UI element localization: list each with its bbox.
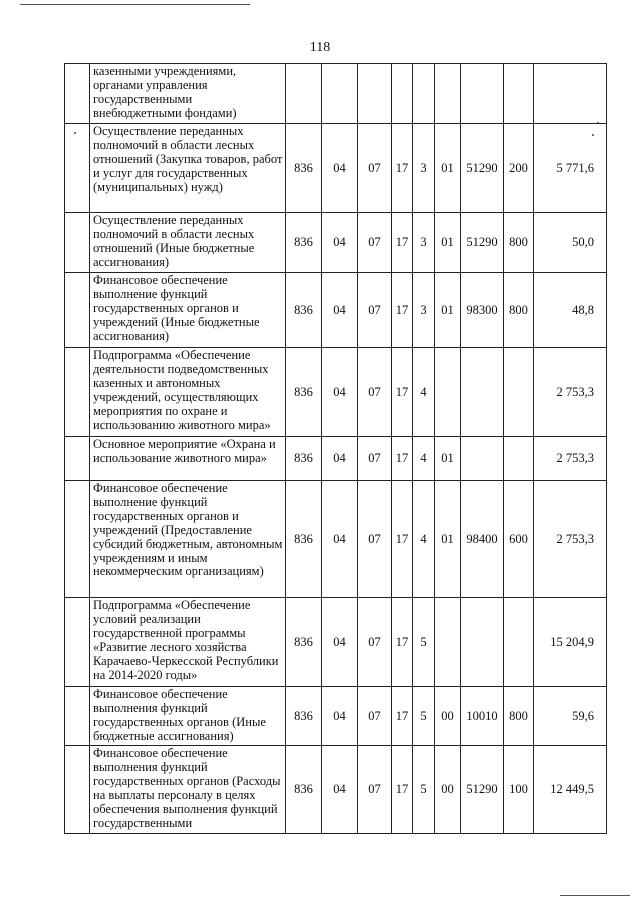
cell-pr: 07: [358, 124, 392, 213]
cell-pr: 07: [358, 687, 392, 746]
table-row: [65, 598, 607, 687]
cell-p4: 98300: [461, 273, 504, 348]
cell-rz: 04: [322, 746, 358, 834]
cell-vr: 600: [504, 481, 534, 598]
cell-vr: [504, 598, 534, 687]
cell-gr: 836: [286, 481, 322, 598]
scan-artifact-line: [560, 895, 630, 896]
cell-rz: 04: [322, 273, 358, 348]
blank-cell: [65, 687, 90, 746]
blank-cell: [65, 273, 90, 348]
cell-sum: 5 771,6: [534, 124, 607, 213]
cell-p1: 17: [392, 124, 413, 213]
cell-p2: 5: [413, 687, 435, 746]
cell-gr: 836: [286, 437, 322, 481]
cell-sum: 59,6: [534, 687, 607, 746]
cell-gr: [286, 64, 322, 124]
blank-cell: [65, 598, 90, 687]
cell-vr: [504, 64, 534, 124]
cell-p1: 17: [392, 437, 413, 481]
cell-p3: 01: [435, 437, 461, 481]
cell-rz: 04: [322, 124, 358, 213]
cell-p1: 17: [392, 598, 413, 687]
cell-p3: [435, 598, 461, 687]
cell-vr: 200: [504, 124, 534, 213]
cell-p4: [461, 64, 504, 124]
cell-rz: 04: [322, 481, 358, 598]
cell-pr: 07: [358, 746, 392, 834]
cell-p4: [461, 348, 504, 437]
row-name: Подпрограмма «Обеспечение условий реализации государственной программы «Развитие лесного хозяйства Карачаево-Черкесской Республики на 2014-2020 годы»: [90, 598, 286, 687]
cell-sum: 50,0: [534, 213, 607, 273]
cell-p3: 01: [435, 481, 461, 598]
row-name: казенными учреждениями, органами управления государственными внебюджетными фондами): [90, 64, 286, 124]
cell-p3: [435, 64, 461, 124]
row-name: Финансовое обеспечение выполнения функций государственных органов (Расходы на выплаты персоналу в целях обеспечения выполнения функций государственными: [90, 746, 286, 834]
blank-cell: [65, 348, 90, 437]
blank-cell: [65, 746, 90, 834]
cell-rz: 04: [322, 598, 358, 687]
cell-p4: 51290: [461, 746, 504, 834]
cell-vr: 800: [504, 213, 534, 273]
cell-gr: 836: [286, 124, 322, 213]
cell-rz: 04: [322, 437, 358, 481]
cell-pr: 07: [358, 213, 392, 273]
cell-vr: [504, 437, 534, 481]
cell-pr: 07: [358, 481, 392, 598]
cell-pr: 07: [358, 348, 392, 437]
cell-rz: 04: [322, 687, 358, 746]
cell-rz: 04: [322, 348, 358, 437]
cell-p2: 3: [413, 213, 435, 273]
row-name: Финансовое обеспечение выполнение функций государственных органов и учреждений (Иные бюджетные ассигнования): [90, 273, 286, 348]
cell-gr: 836: [286, 598, 322, 687]
cell-p3: 01: [435, 273, 461, 348]
table-row: [65, 213, 607, 273]
page-number: 118: [309, 40, 331, 55]
cell-p2: 4: [413, 348, 435, 437]
cell-gr: 836: [286, 213, 322, 273]
cell-gr: 836: [286, 348, 322, 437]
cell-sum: 2 753,3: [534, 348, 607, 437]
cell-vr: 100: [504, 746, 534, 834]
cell-p1: 17: [392, 213, 413, 273]
cell-p1: 17: [392, 348, 413, 437]
cell-p4: [461, 598, 504, 687]
table-row: [65, 124, 607, 213]
cell-sum: [534, 64, 607, 124]
cell-sum: 48,8: [534, 273, 607, 348]
row-name: Осуществление переданных полномочий в области лесных отношений (Иные бюджетные ассигнования): [90, 213, 286, 273]
blank-cell: [65, 481, 90, 598]
cell-pr: 07: [358, 437, 392, 481]
table-row: [65, 437, 607, 481]
cell-p3: 00: [435, 746, 461, 834]
cell-gr: 836: [286, 746, 322, 834]
cell-p2: [413, 64, 435, 124]
cell-p2: 3: [413, 124, 435, 213]
cell-rz: [322, 64, 358, 124]
cell-p2: 5: [413, 598, 435, 687]
cell-vr: [504, 348, 534, 437]
table-row: [65, 273, 607, 348]
cell-p2: 4: [413, 437, 435, 481]
cell-p4: 98400: [461, 481, 504, 598]
cell-pr: 07: [358, 273, 392, 348]
cell-p2: 4: [413, 481, 435, 598]
cell-sum: 2 753,3: [534, 437, 607, 481]
table-row: [65, 481, 607, 598]
row-name: Основное мероприятие «Охрана и использование животного мира»: [90, 437, 286, 481]
table-row: [65, 64, 607, 124]
budget-table: [64, 63, 607, 834]
cell-p1: 17: [392, 273, 413, 348]
cell-p2: 5: [413, 746, 435, 834]
cell-sum: 12 449,5: [534, 746, 607, 834]
blank-cell: [65, 213, 90, 273]
cell-p4: [461, 437, 504, 481]
cell-p3: 01: [435, 124, 461, 213]
table-row: [65, 348, 607, 437]
cell-p3: 01: [435, 213, 461, 273]
cell-p4: 51290: [461, 213, 504, 273]
row-name: Осуществление переданных полномочий в области лесных отношений (Закупка товаров, работ и услуг для государственных (муниципальных) нужд): [90, 124, 286, 213]
cell-sum: 2 753,3: [534, 481, 607, 598]
cell-p3: 00: [435, 687, 461, 746]
row-name: Финансовое обеспечение выполнения функций государственных органов (Иные бюджетные ассигнования): [90, 687, 286, 746]
cell-vr: 800: [504, 273, 534, 348]
cell-p3: [435, 348, 461, 437]
blank-cell: [65, 437, 90, 481]
cell-gr: 836: [286, 687, 322, 746]
cell-sum: 15 204,9: [534, 598, 607, 687]
row-name: Финансовое обеспечение выполнение функций государственных органов и учреждений (Предоставление субсидий бюджетным, автономным учреждениям и иным некоммерческим организациям): [90, 481, 286, 598]
cell-p1: [392, 64, 413, 124]
cell-pr: [358, 64, 392, 124]
row-name: Подпрограмма «Обеспечение деятельности подведомственных казенных и автономных учреждений, осуществляющих мероприятия по охране и использованию животного мира»: [90, 348, 286, 437]
scan-artifact-line: [20, 4, 250, 5]
cell-p1: 17: [392, 481, 413, 598]
cell-gr: 836: [286, 273, 322, 348]
cell-p1: 17: [392, 746, 413, 834]
cell-rz: 04: [322, 213, 358, 273]
table-row: [65, 687, 607, 746]
cell-p2: 3: [413, 273, 435, 348]
cell-vr: 800: [504, 687, 534, 746]
table-row: [65, 746, 607, 834]
cell-p4: 10010: [461, 687, 504, 746]
cell-pr: 07: [358, 598, 392, 687]
cell-p4: 51290: [461, 124, 504, 213]
blank-cell: [65, 64, 90, 124]
cell-p1: 17: [392, 687, 413, 746]
blank-cell: [65, 124, 90, 213]
